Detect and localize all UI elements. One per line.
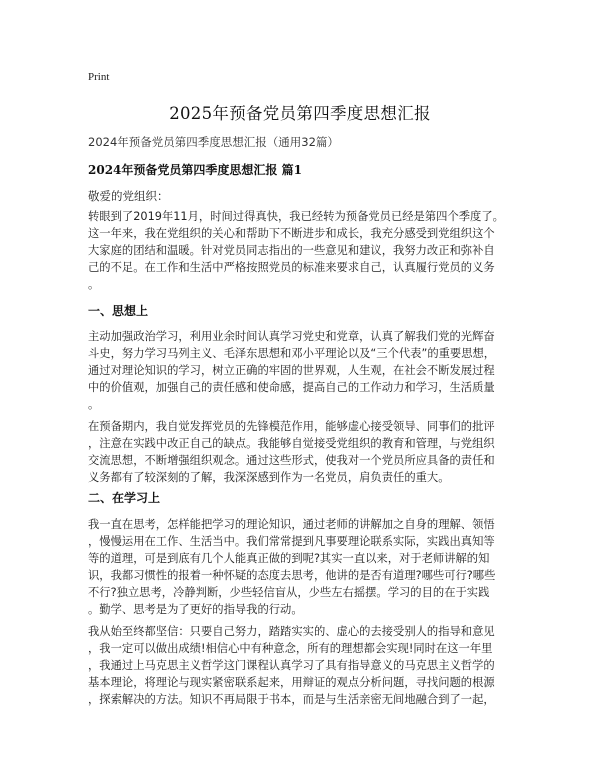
paragraph-3: 在预备期内，我自觉发挥党员的先锋模范作用，能够虚心接受领导、同事们的批评 ，注意在实践中改正自己的缺点。我能够自觉接受党组织的教育和管理，与党组织 交流思想，不断增强组织观念。通过这些形式，使我对一个党员所应具备的责任和 义务都有了较深刻的了解，我深深感到作为一名党员，肩负责任的重大。 [88, 420, 495, 484]
paragraph-4: 我一直在思考，怎样能把学习的理论知识，通过老师的讲解加之自身的理解、领悟 ，慢慢运用在工作、生活当中。我们常常提到凡事要理论联系实际，实践出真知等 等的道理，可是到底有几个人能真正做的到呢?其实一直以来，对于老师讲解的知 识，我都习惯性的报着一种怀疑的态度去思考，他讲的是否有道理?哪些可行?哪些 不行?独立思考，冷静判断，少些轻信盲从，少些左右摇摆。学习的目的在于实践 。勤学、思考是为了更好的指导我的行动。 [88, 518, 496, 616]
salutation: 敬爱的党组织： [88, 189, 169, 203]
document-subtitle: 2024年预备党员第四季度思想汇报（通用32篇） [88, 135, 339, 149]
paragraph-2: 主动加强政治学习，利用业余时间认真学习党史和党章，认真了解我们党的光辉奋 斗史，努力学习马列主义、毛泽东思想和邓小平理论以及“三个代表”的重要思想， 通过对理论知识的学习，树立正确的牢固的世界观，人生观，在社会不断发展过程 中的价值观，加强自己的责任感和使命感，提高自己的工作动力和学习，生活质量 。 [88, 330, 496, 411]
print-label: Print [88, 71, 110, 83]
paragraph-5: 我从始至终都坚信：只要自己努力，踏踏实实的、虚心的去接受别人的指导和意见 ，我一定可以做出成绩!相信心中有种意念，所有的理想都会实现!同时在这一年里 ，我通过上马克思主义哲学这门课程认真学习了具有指导意义的马克思主义哲学的 基本理论，将理论与现实紧密联系起来，用辩证的观点分析问题，寻找问题的根源 ，探索解决的方法。知识不再局限于书本，而是与生活亲密无间地融合到了一起， [88, 625, 495, 706]
section-title: 2024年预备党员第四季度思想汇报 篇1 [88, 163, 302, 177]
heading-thought: 一、思想上 [88, 304, 149, 318]
heading-study: 二、在学习上 [88, 491, 161, 505]
paragraph-1: 转眼到了2019年11月，时间过得真快，我已经转为预备党员已经是第四个季度了。 这一年来，我在党组织的关心和帮助下不断进步和成长，我充分感受到党组织这个 大家庭的团结和温暖。针对党员同志指出的一些意见和建议，我努力改正和弥补自 己的不足。在工作和生活中严格按照党员的标准来要求自己，认真履行党员的义务 。 [88, 210, 504, 291]
document-title: 2025年预备党员第四季度思想汇报 [169, 104, 431, 123]
